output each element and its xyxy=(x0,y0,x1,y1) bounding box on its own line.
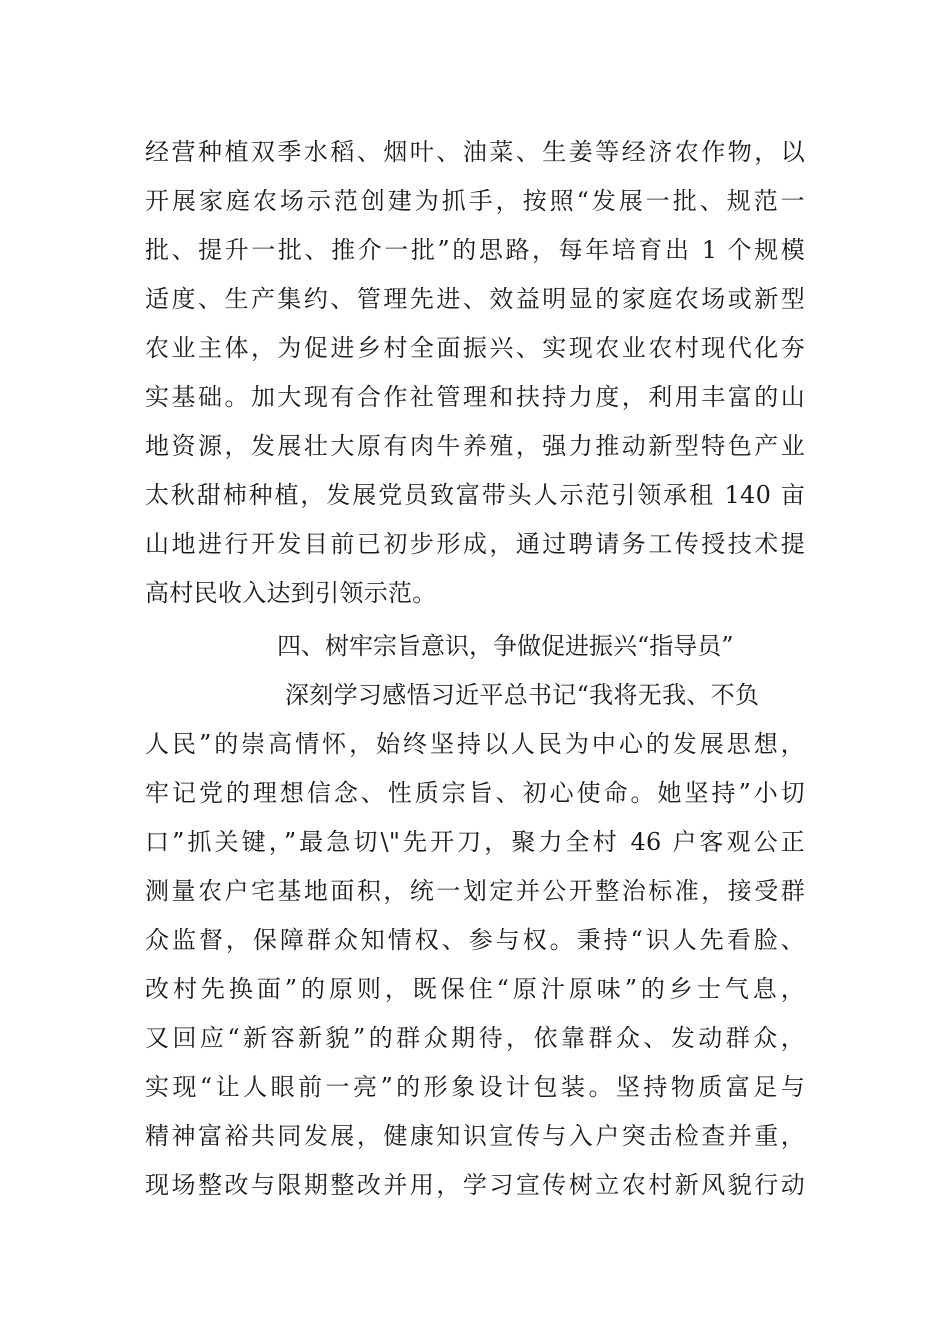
paragraph-line: 现场整改与限期整改并用，学习宣传树立农村新风貌行动 xyxy=(145,1171,805,1199)
paragraph-line: 适度、生产集约、管理先进、效益明显的家庭农场或新型 xyxy=(145,285,805,313)
paragraph-line: 太秋甜柿种植，发展党员致富带头人示范引领承租 140 亩 xyxy=(145,481,805,509)
paragraph-line: 实现“让人眼前一亮”的形象设计包装。坚持物质富足与 xyxy=(145,1073,805,1101)
paragraph-line: 山地进行开发目前已初步形成，通过聘请务工传授技术提 xyxy=(145,530,805,558)
paragraph-line: 精神富裕共同发展，健康知识宣传与入户突击检查并重， xyxy=(145,1122,805,1150)
paragraph-line: 批、提升一批、推介一批”的思路，每年培育出 1 个规模 xyxy=(145,236,805,264)
paragraph-line: 众监督，保障群众知情权、参与权。秉持“识人先看脸、 xyxy=(145,926,805,954)
paragraph-line: 牢记党的理想信念、性质宗旨、初心使命。她坚持”小切 xyxy=(145,779,805,807)
paragraph-line: 人民”的崇高情怀，始终坚持以人民为中心的发展思想， xyxy=(145,730,805,758)
paragraph-line: 开展家庭农场示范创建为抓手，按照“发展一批、规范一 xyxy=(145,187,805,215)
paragraph-line: 实基础。加大现有合作社管理和扶持力度，利用丰富的山 xyxy=(145,383,805,411)
paragraph-line: 改村先换面”的原则，既保住“原汁原味”的乡士气息， xyxy=(145,975,805,1003)
paragraph-line: 高村民收入达到引领示范。 xyxy=(145,579,437,607)
paragraph-line: 深刻学习感悟习近平总书记“我将无我、不负 xyxy=(285,681,760,709)
paragraph-line: 地资源，发展壮大原有肉牛养殖，强力推动新型特色产业 xyxy=(145,432,805,460)
paragraph-line: 测量农户宅基地面积，统一划定并公开整治标准，接受群 xyxy=(145,877,805,905)
paragraph-line: 经营种植双季水稻、烟叶、油菜、生姜等经济农作物，以 xyxy=(145,138,805,166)
paragraph-purpose xyxy=(145,671,805,1210)
section-heading: 四、树牢宗旨意识，争做促进振兴“指导员” xyxy=(277,632,734,660)
paragraph-agriculture xyxy=(145,128,805,618)
paragraph-line: 口”抓关键，”最急切\"先开刀，聚力全村 46 户客观公正 xyxy=(145,828,805,856)
paragraph-line: 又回应“新容新貌”的群众期待，依靠群众、发动群众， xyxy=(145,1024,805,1052)
paragraph-line: 农业主体，为促进乡村全面振兴、实现农业农村现代化夯 xyxy=(145,334,805,362)
